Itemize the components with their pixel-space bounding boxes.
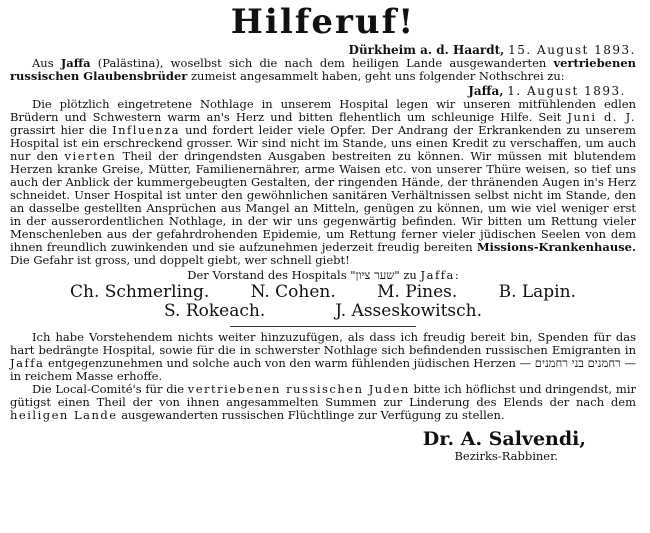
letter-spaced-1: Juni d. J. — [567, 110, 636, 124]
appeal-paragraph-2 — [10, 383, 636, 422]
letter-dateline — [10, 84, 626, 98]
letter-text-5: Die Gefahr ist gross, und doppelt giebt, wer schnell giebt! — [10, 253, 350, 267]
appeal-paragraph-1 — [10, 331, 636, 383]
board-names-row-1 — [10, 283, 636, 302]
letter-bold-phrase: Missions-Krankenhause. — [476, 240, 636, 254]
board-member-name: J. Asseskowitsch. — [335, 301, 483, 321]
intro-paragraph — [10, 57, 636, 83]
board-text-3: : — [454, 268, 459, 282]
dateline-place: Dürkheim a. d. Haardt, — [348, 43, 505, 57]
signature-name: Dr. A. Salvendi, — [422, 428, 586, 450]
board-member-name: Ch. Schmerling. — [70, 282, 210, 302]
dateline — [10, 43, 636, 57]
divider-rule — [230, 326, 416, 327]
board-member-name: N. Cohen. — [250, 282, 336, 302]
appeal2-spaced-1: vertriebenen russischen Juden — [187, 382, 410, 396]
board-text-1: Der Vorstand des Hospitals " — [187, 268, 356, 282]
letter-spaced-2: Influenza — [112, 123, 180, 137]
letter-text-4: Theil der dringendsten Ausgaben bestreiten zu können. Wir müssen mit blutendem Herzen kranke Greise, Mütter, Familienernährer, arme Waisen etc. von unserer Thüre weisen, so tief uns auch der Anblick der kummergebeugten Gestalten, der ringenden Hände, der thränenden Augen in's Herz schneidet. Unser Hospital ist unter den gewöhnlichen sanitären Verhältnissen selbst nicht im Stande, den an dasselbe gestellten Ansprüchen aus Mangel an Mitteln, genügen zu können, um wie viel weniger erst in der ausserordentlichen Nothlage, in der wir uns gegenwärtig befinden. Wir bitten um Rettung vieler Menschenleben aus der gefahrdrohenden Epidemie, um Rettung ferner vieler jüdischen Seelen von dem ihnen freundlich zuwinkenden und sie aufzunehmen jederzeit freudig bereiten — [10, 149, 636, 254]
letter-text-1: Die plötzlich eingetretene Nothlage in unserem Hospital legen wir unseren mitfühlenden edlen Brüdern und Schwestern warm an's Herz und bitten flehentlich um schleunige Hilfe. Seit — [10, 97, 636, 124]
board-member-name: B. Lapin. — [498, 282, 576, 302]
letter-spaced-3: vierten — [64, 149, 117, 163]
board-names-row-2 — [10, 302, 636, 321]
board-member-name: M. Pines. — [377, 282, 458, 302]
appeal-text-1: Ich habe Vorstehendem nichts weiter hinzuzufügen, als dass ich freudig bereit bin, Spenden für das hart bedrängte Hospital, sowie für die in schwerster Nothlage sich befindenden russischen Emigranten in — [10, 330, 636, 357]
intro-text-3: zumeist angesammelt haben, geht uns folgender Nothschrei zu: — [187, 69, 565, 83]
letter-date-date: 1. August 1893. — [507, 84, 626, 98]
dateline-date: 15. August 1893. — [508, 43, 636, 57]
appeal2-text-3: ausgewanderten russischen Flüchtlinge zur Verfügung zu stellen. — [117, 408, 505, 422]
appeal2-spaced-2: heiligen Lande — [10, 408, 118, 422]
board-hebrew-name: שער ציון — [355, 268, 395, 282]
appeal-text-2: entgegenzunehmen und solche auch von den warm fühlenden jüdischen Herzen — — [44, 356, 535, 370]
intro-text-2: (Palästina), woselbst sich die nach dem heiligen Lande ausgewanderten — [90, 56, 554, 70]
letter-date-place: Jaffa, — [468, 84, 504, 98]
intro-text-1: Aus — [32, 56, 61, 70]
intro-bold-phrase: vertriebenen russischen Glaubensbrüder — [10, 56, 636, 83]
signature-title: Bezirks-Rabbiner. — [454, 449, 558, 463]
appeal-hebrew-phrase: רחמנים בני רחמנים — [534, 356, 621, 370]
appeal-text-3: — in reichem Masse erhoffe. — [10, 356, 637, 383]
board-line — [10, 268, 636, 282]
letter-paragraph — [10, 98, 636, 267]
board-jaffa: Jaffa — [420, 268, 455, 282]
appeal2-text-1: Die Local-Comité's für die — [32, 382, 188, 396]
board-text-2: " zu — [394, 268, 421, 282]
letter-text-3: und fordert leider viele Opfer. Der Andrang der Erkrankenden zu unserem Hospital ist ein erschreckend grosser. Wir sind nicht im Stande, uns einen Kredit zu verschaffen, um auch nur den — [10, 123, 636, 163]
board-member-name: S. Rokeach. — [163, 301, 266, 321]
letter-text-2: grassirt hier die — [10, 123, 113, 137]
intro-jaffa: Jaffa — [60, 56, 91, 70]
page-title: Hilferuf! — [230, 2, 416, 42]
appeal-jaffa: Jaffa — [10, 356, 45, 370]
appeal2-text-2: bitte ich höflichst und dringendst, mir gütigst einen Theil der von ihnen angesammelten Summen zur Linderung des Elends der nach dem — [10, 382, 636, 409]
